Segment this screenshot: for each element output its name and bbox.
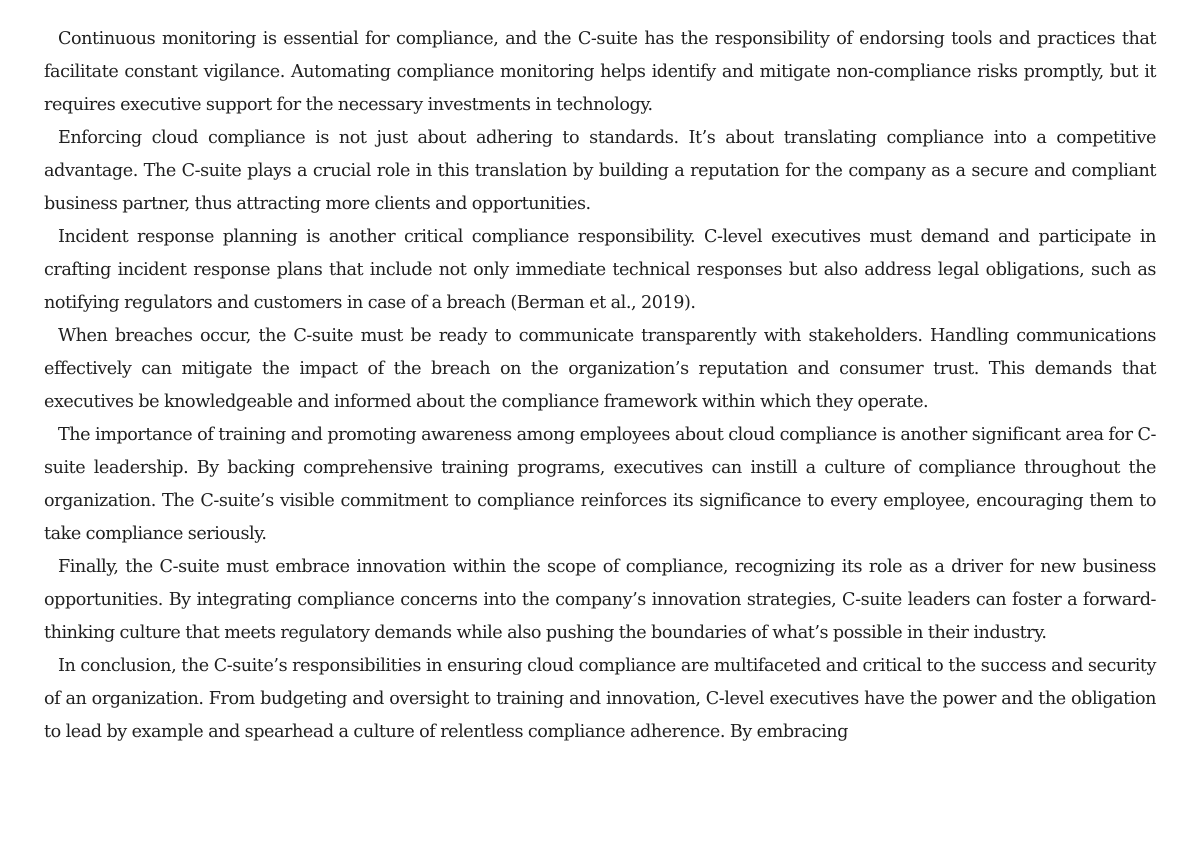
paragraph-continuous-monitoring: Continuous monitoring is essential for compliance, and the C-suite has the responsibility of endorsing tools and practices that facilitate constant vigilance. Automating compliance monitoring helps identify and mitigate non-compliance risks promptly, but it requires executive support for the necessary investments in technology. bbox=[44, 29, 1156, 115]
paragraph-training-awareness: The importance of training and promoting awareness among employees about cloud compliance is another significant area for C-suite leadership. By backing comprehensive training programs, executives can instill a culture of compliance throughout the organization. The C-suite’s visible commitment to compliance reinforces its significance to every employee, encouraging them to take compliance seriously. bbox=[44, 425, 1156, 544]
paragraph-innovation: Finally, the C-suite must embrace innovation within the scope of compliance, recognizing its role as a driver for new business opportunities. By integrating compliance concerns into the company’s innovation strategies, C-suite leaders can foster a forward-thinking culture that meets regulatory demands while also pushing the boundaries of what’s possible in their industry. bbox=[44, 557, 1156, 643]
paragraph-conclusion: In conclusion, the C-suite’s responsibilities in ensuring cloud compliance are multifaceted and critical to the success and security of an organization. From budgeting and oversight to training and innovation, C-level executives have the power and the obligation to lead by example and spearhead a culture of relentless compliance adherence. By embracing bbox=[44, 656, 1156, 742]
paragraph-enforcing-compliance: Enforcing cloud compliance is not just about adhering to standards. It’s about translating compliance into a competitive advantage. The C-suite plays a crucial role in this translation by building a reputation for the company as a secure and compliant business partner, thus attracting more clients and opportunities. bbox=[44, 128, 1156, 214]
document-body bbox=[44, 23, 1156, 749]
paragraph-breach-communication: When breaches occur, the C-suite must be ready to communicate transparently with stakeholders. Handling communications effectively can mitigate the impact of the breach on the organization’s reputation and consumer trust. This demands that executives be knowledgeable and informed about the compliance framework within which they operate. bbox=[44, 326, 1156, 412]
paragraph-incident-response: Incident response planning is another critical compliance responsibility. C-level executives must demand and participate in crafting incident response plans that include not only immediate technical responses but also address legal obligations, such as notifying regulators and customers in case of a breach (Berman et al., 2019). bbox=[44, 227, 1156, 313]
